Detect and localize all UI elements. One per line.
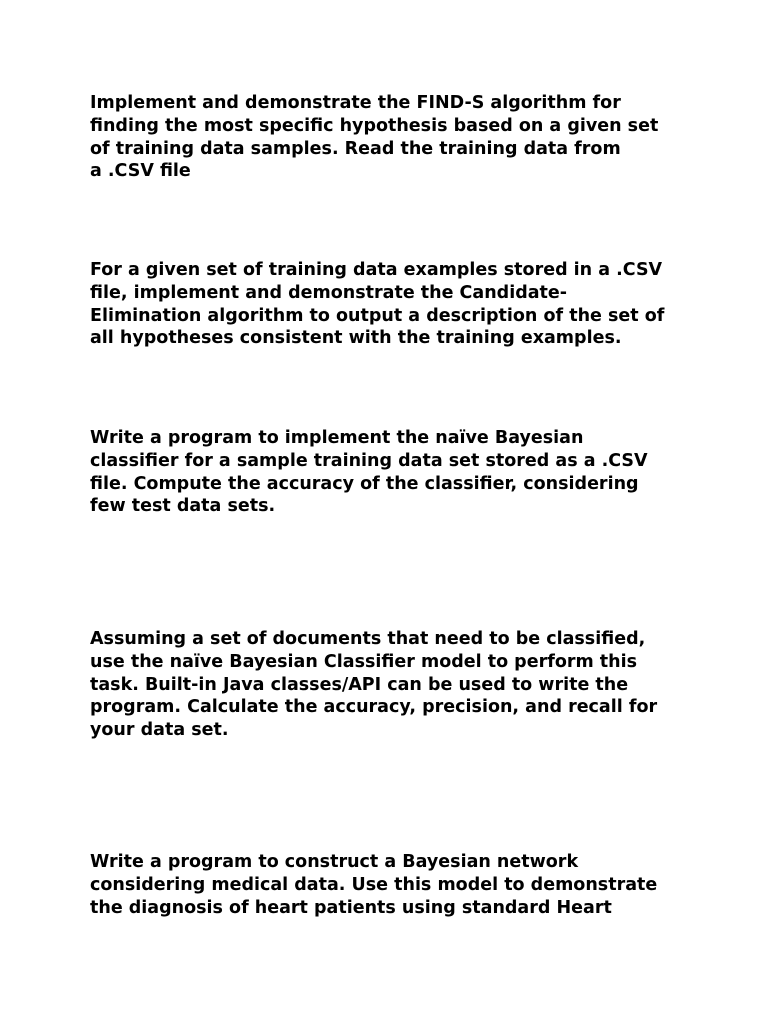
paragraph-line: classifier for a sample training data set stored as a .CSV [90, 450, 648, 471]
paragraph-line: program. Calculate the accuracy, precision, and recall for [90, 697, 658, 718]
paragraph-line: task. Built-in Java classes/API can be used to write the [90, 674, 629, 695]
paragraph-line: your data set. [90, 720, 229, 741]
paragraph-find-s [90, 92, 690, 183]
paragraph-line: For a given set of training data examples stored in a .CSV [90, 260, 663, 280]
paragraph-line: file, implement and demonstrate the Candidate- [90, 282, 568, 303]
paragraph-candidate-elimination [90, 259, 690, 350]
paragraph-line: finding the most specific hypothesis based on a given set [90, 115, 659, 136]
paragraph-line: file. Compute the accuracy of the classifier, considering [90, 473, 639, 494]
paragraph-line: the diagnosis of heart patients using standard Heart [90, 897, 612, 918]
paragraph-line: Elimination algorithm to output a description of the set of [90, 305, 665, 326]
paragraph-line: use the naïve Bayesian Classifier model to perform this [90, 651, 638, 672]
paragraph-line: Implement and demonstrate the FIND-S algorithm for [90, 93, 621, 113]
paragraph-naive-bayes-classifier [90, 427, 690, 518]
paragraph-line: Write a program to implement the naïve Bayesian [90, 428, 584, 448]
paragraph-line: considering medical data. Use this model to demonstrate [90, 874, 658, 895]
paragraph-line: few test data sets. [90, 496, 276, 517]
paragraph-line: Assuming a set of documents that need to be classified, [90, 629, 646, 649]
paragraph-bayesian-network [90, 851, 690, 919]
paragraph-line: all hypotheses consistent with the training examples. [90, 328, 622, 349]
paragraph-line: of training data samples. Read the training data from [90, 138, 621, 159]
paragraph-line: Write a program to construct a Bayesian network [90, 852, 579, 872]
paragraph-line: a .CSV file [90, 161, 191, 182]
paragraph-document-classification [90, 628, 690, 742]
